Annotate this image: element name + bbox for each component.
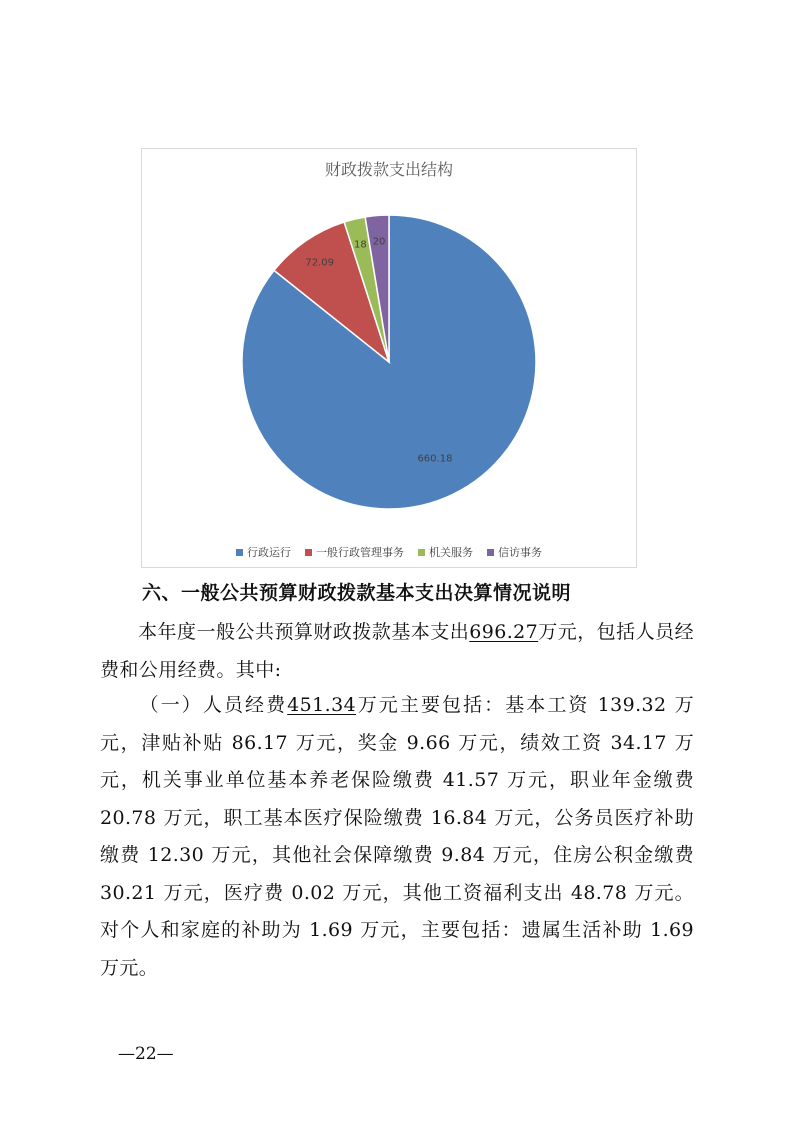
pie-chart-svg xyxy=(142,149,636,541)
legend-swatch-4 xyxy=(487,549,494,556)
legend-item-1 xyxy=(236,544,291,560)
para2-amount: 451.34 xyxy=(287,694,357,716)
chart-legend xyxy=(142,544,636,560)
page-number: —22— xyxy=(118,1044,174,1064)
legend-item-3 xyxy=(418,544,473,560)
section-heading: 六、一般公共预算财政拨款基本支出决算情况说明 xyxy=(142,582,572,604)
legend-label-3: 机关服务 xyxy=(429,546,473,559)
para1-text-b: 万元，包括人员经费和公用经费。其中: xyxy=(100,621,695,681)
legend-swatch-3 xyxy=(418,549,425,556)
para1-text-a: 本年度一般公共预算财政拨款基本支出 xyxy=(138,621,470,643)
pie-chart xyxy=(141,148,637,568)
pie-data-label-2: 72.09 xyxy=(305,257,335,269)
legend-swatch-2 xyxy=(305,549,312,556)
chart-title: 财政拨款支出结构 xyxy=(324,160,453,179)
legend-label-2: 一般行政管理事务 xyxy=(316,546,404,559)
para1-amount: 696.27 xyxy=(469,621,539,643)
paragraph-basic-expenditure xyxy=(100,614,694,689)
pie-data-label-4: 20 xyxy=(372,236,386,248)
legend-swatch-1 xyxy=(236,549,243,556)
paragraph-personnel-expenses xyxy=(100,687,694,987)
legend-item-2 xyxy=(305,544,404,560)
legend-label-1: 行政运行 xyxy=(247,546,291,559)
pie-data-label-1: 660.18 xyxy=(417,453,453,465)
legend-label-4: 信访事务 xyxy=(498,546,542,559)
para2-prefix: （一）人员经费 xyxy=(138,694,288,716)
legend-item-4 xyxy=(487,544,542,560)
para2-text: 万元主要包括：基本工资 139.32 万元，津贴补贴 86.17 万元，奖金 9.66 万元，绩效工资 34.17 万元，机关事业单位基本养老保险缴费 41.57 万元，职业年金缴费 20.78 万元，职工基本医疗保险缴费 16.84 万元，公务员医疗补助缴费 12.30 万元，其他社会保障缴费 9.84 万元，住房公积金缴费 30.21 万元，医疗费 0.02 万元，其他工资福利支出 48.78 万元。对个人和家庭的补助为 1.69 万元，主要包括：遗属生活补助 1.69 万元。 xyxy=(100,694,695,979)
pie-data-label-3: 18 xyxy=(354,239,367,251)
